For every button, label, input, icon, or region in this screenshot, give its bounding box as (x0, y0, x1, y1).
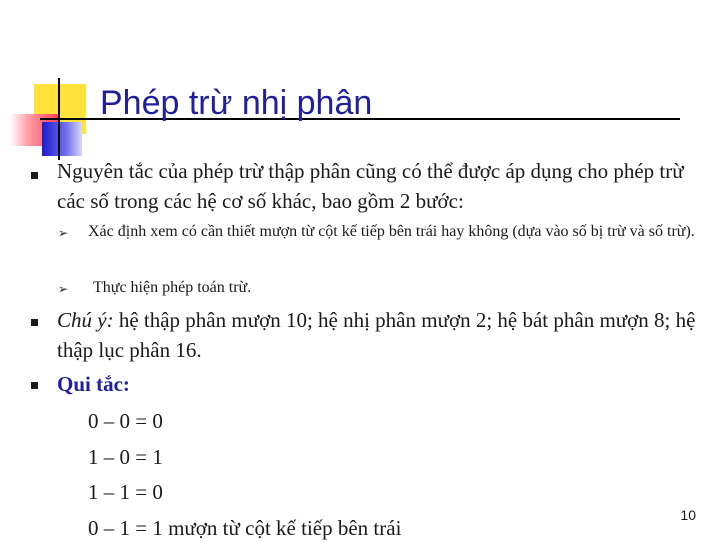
rule-line-1: 0 – 0 = 0 (88, 409, 163, 433)
bullet-marker (31, 172, 38, 179)
bullet-marker (31, 319, 38, 326)
sub-bullet-step-2: Thực hiện phép toán trừ. (93, 279, 252, 296)
arrow-bullet-icon: ➢ (58, 226, 69, 240)
slide-title: Phép trừ nhị phân (100, 84, 373, 122)
bullet-note (57, 305, 707, 365)
rules-heading: Qui tắc: (57, 372, 130, 396)
page-number: 10 (680, 507, 696, 523)
bullet-principle: Nguyên tắc của phép trừ thập phân cũng có thể được áp dụng cho phép trừ các số trong các hệ cơ số khác, bao gồm 2 bước: (57, 159, 684, 213)
rule-line-2: 1 – 0 = 1 (88, 445, 163, 469)
arrow-bullet-icon: ➢ (58, 282, 69, 296)
rule-line-4: 0 – 1 = 1 mượn từ cột kế tiếp bên trái (88, 516, 402, 540)
rule-line-3: 1 – 1 = 0 (88, 480, 163, 504)
sub-bullet-step-1: Xác định xem có cần thiết mượn từ cột kế tiếp bên trái hay không (dựa vào số bị trừ và số trừ). (88, 223, 695, 240)
decor-blue-square (42, 122, 82, 156)
note-label: Chú ý: (57, 308, 114, 332)
bullet-marker (31, 382, 38, 389)
note-text: hệ thập phân mượn 10; hệ nhị phân mượn 2; hệ bát phân mượn 8; hệ thập lục phân 16. (57, 308, 696, 362)
